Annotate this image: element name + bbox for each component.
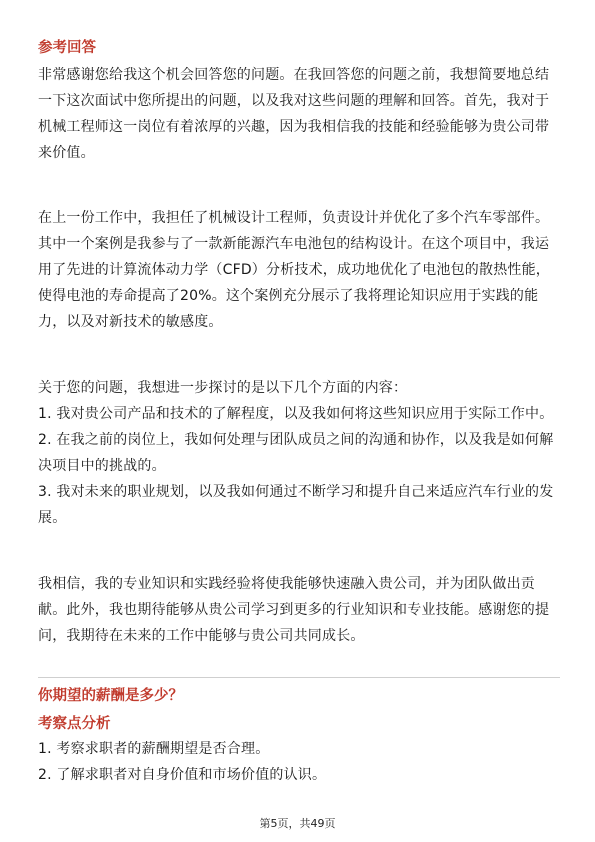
section-divider (38, 677, 560, 678)
text-line: 使得电池的寿命提高了20%。这个案例充分展示了我将理论知识应用于实践的能 (38, 288, 539, 304)
text-line: 非常感谢您给我这个机会回答您的问题。在我回答您的问题之前，我想简要地总结 (38, 67, 550, 83)
list-item: 1. 考察求职者的薪酬期望是否合理。 (38, 741, 270, 757)
page-number: 第5页，共49页 (259, 817, 336, 830)
text-line: 一下这次面试中您所提出的问题，以及我对这些问题的理解和回答。首先，我对于 (38, 93, 550, 109)
text-line: 决项目中的挑战的。 (38, 458, 166, 474)
paragraph-experience (38, 205, 560, 335)
list-item: 1. 我对贵公司产品和技术的了解程度，以及我如何将这些知识应用于实际工作中。 (38, 406, 554, 422)
text-line: 关于您的问题，我想进一步探讨的是以下几个方面的内容： (38, 380, 408, 396)
paragraph-intro (38, 62, 560, 166)
list-item: 2. 在我之前的岗位上，我如何处理与团队成员之间的沟通和协作，以及我是如何解 (38, 432, 554, 448)
text-line: 来价值。 (38, 145, 95, 161)
paragraph-questions (38, 375, 560, 531)
section-heading-reference-answer: 参考回答 (38, 40, 96, 56)
text-line: 在上一份工作中，我担任了机械设计工程师，负责设计并优化了多个汽车零部件。 (38, 210, 550, 226)
text-line: 用了先进的计算流体动力学（CFD）分析技术，成功地优化了电池包的散热性能， (38, 262, 551, 278)
list-item: 2. 了解求职者对自身价值和市场价值的认识。 (38, 767, 327, 783)
list-item: 3. 我对未来的职业规划，以及我如何通过不断学习和提升自己来适应汽车行业的发 (38, 484, 554, 500)
paragraph-conclusion (38, 571, 560, 649)
text-line: 展。 (38, 510, 67, 526)
analysis-list (38, 736, 560, 788)
text-line: 其中一个案例是我参与了一款新能源汽车电池包的结构设计。在这个项目中，我运 (38, 236, 550, 252)
text-line: 机械工程师这一岗位有着浓厚的兴趣，因为我相信我的技能和经验能够为贵公司带 (38, 119, 550, 135)
text-line: 力，以及对新技术的敏感度。 (38, 314, 223, 330)
text-line: 我相信，我的专业知识和实践经验将使我能够快速融入贵公司，并为团队做出贡 (38, 576, 535, 592)
question-heading-salary: 你期望的薪酬是多少？ (38, 688, 183, 704)
text-line: 献。此外，我也期待能够从贵公司学习到更多的行业知识和专业技能。感谢您的提 (38, 602, 550, 618)
subheading-analysis: 考察点分析 (38, 716, 111, 732)
text-line: 问，我期待在未来的工作中能够与贵公司共同成长。 (38, 628, 365, 644)
